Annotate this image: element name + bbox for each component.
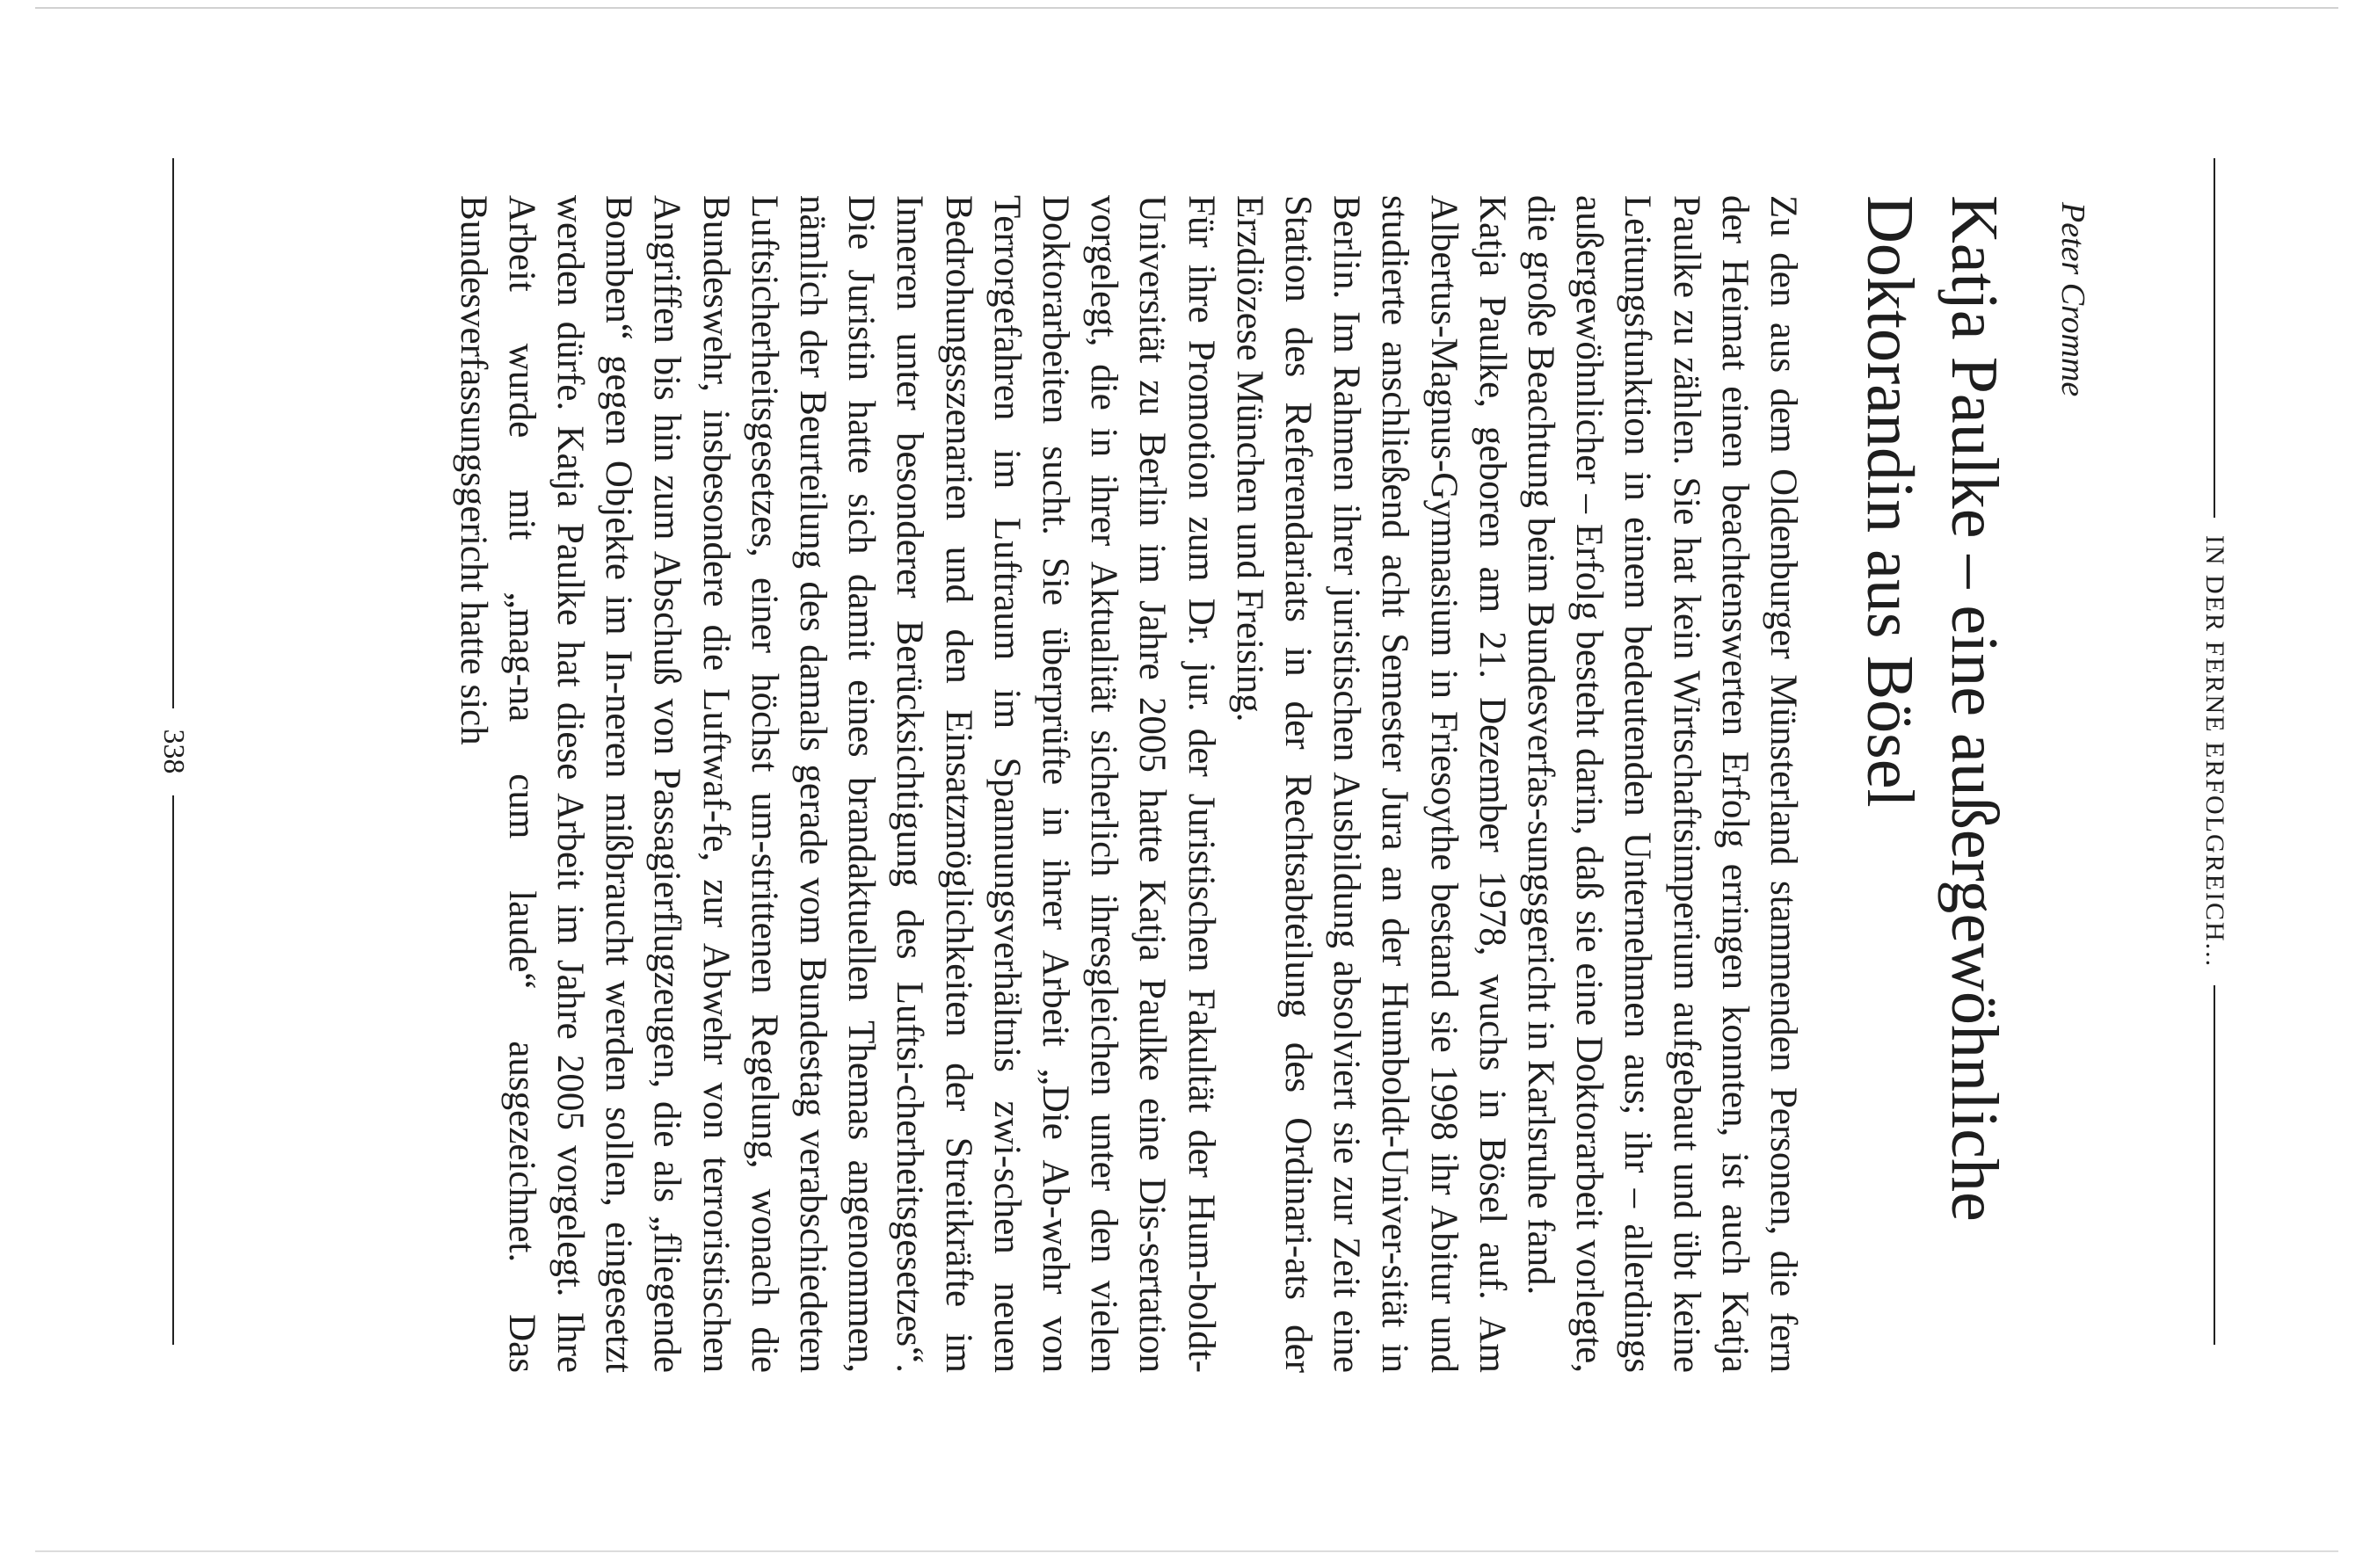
running-head-text: IN DER FERNE ERFOLGREICH... xyxy=(2200,534,2229,969)
running-head xyxy=(2199,158,2229,1345)
article-title xyxy=(1848,195,2017,1373)
page-footer xyxy=(156,158,190,1345)
footer-rule-left xyxy=(172,158,174,708)
author-name: Peter Cromme xyxy=(2054,202,2091,397)
article-title-line-2: Doktorandin aus Bösel xyxy=(1853,195,1927,808)
paragraph-3: Für ihre Promotion zum Dr. jur. der Juristischen Fakultät der Hum-boldt-Universität zu Berlin im Jahre 2005 hatte Katja Paulke eine Dis-sertation vorgelegt, die in ihrer Aktualität sicherlich ihresgleichen unter den vielen Doktorarbeiten sucht. Sie überprüfte in ihrer Arbeit „Die Ab-wehr von Terrorgefahren im Luftraum im Spannungsverhältnis zwi-schen neuen Bedrohungsszenarien und den Einsatzmöglichkeiten der Streitkräfte im Inneren unter besonderer Berücksichtigung des Luftsi-cherheitsgesetzes“. Die Juristin hatte sich damit eines brandaktuellen Themas angenommen, nämlich der Beurteilung des damals gerade vom Bundestag verabschiedeten Luftsicherheitsgesetzes, einer höchst um-strittenen Regelung, wonach die Bundeswehr, insbesondere die Luftwaf-fe, zur Abwehr von terroristischen Angriffen bis hin zum Abschuß von Passagierflugzeugen, die als „fliegende Bomben“ gegen Objekte im In-neren mißbraucht werden sollen, eingesetzt werden dürfe. Katja Paulke hat diese Arbeit im Jahre 2005 vorgelegt. Ihre Arbeit wurde mit „mag-na cum laude“ ausgezeichnet. Das Bundesverfassungsgericht hatte sich xyxy=(452,195,1222,1373)
running-head-rule-left xyxy=(2214,158,2215,518)
running-head-rule-right xyxy=(2214,985,2215,1345)
paragraph-1: Zu den aus dem Oldenburger Münsterland stammenden Personen, die fern der Heimat einen beachtenswerten Erfolg erringen konnten, ist auch Katja Paulke zu zählen. Sie hat kein Wirtschaftsimperium aufgebaut und übt keine Leitungsfunktion in einem bedeutenden Unternehmen aus; ihr – allerdings außergewöhnlicher – Erfolg besteht darin, daß sie eine Doktorarbeit vorlegte, die große Beachtung beim Bundesverfas-sungsgericht in Karlsruhe fand. xyxy=(1519,195,1804,1373)
article-body xyxy=(448,195,1807,1373)
paragraph-2: Katja Paulke, geboren am 21. Dezember 1978, wuchs in Bösel auf. Am Albertus-Magnus-Gymnasium in Friesoythe bestand sie 1998 ihr Abitur und studierte anschließend acht Semester Jura an der Humboldt-Univer-sität in Berlin. Im Rahmen ihrer juristischen Ausbildung absolviert sie zur Zeit eine Station des Referendariats in der Rechtsabteilung des Ordinari-ats der Erzdiözese München und Freising. xyxy=(1228,195,1513,1373)
article-title-line-1: Katja Paulke – eine außergewöhnliche xyxy=(1937,195,2011,1222)
page-number: 338 xyxy=(157,729,190,774)
footer-rule-right xyxy=(172,795,174,1346)
